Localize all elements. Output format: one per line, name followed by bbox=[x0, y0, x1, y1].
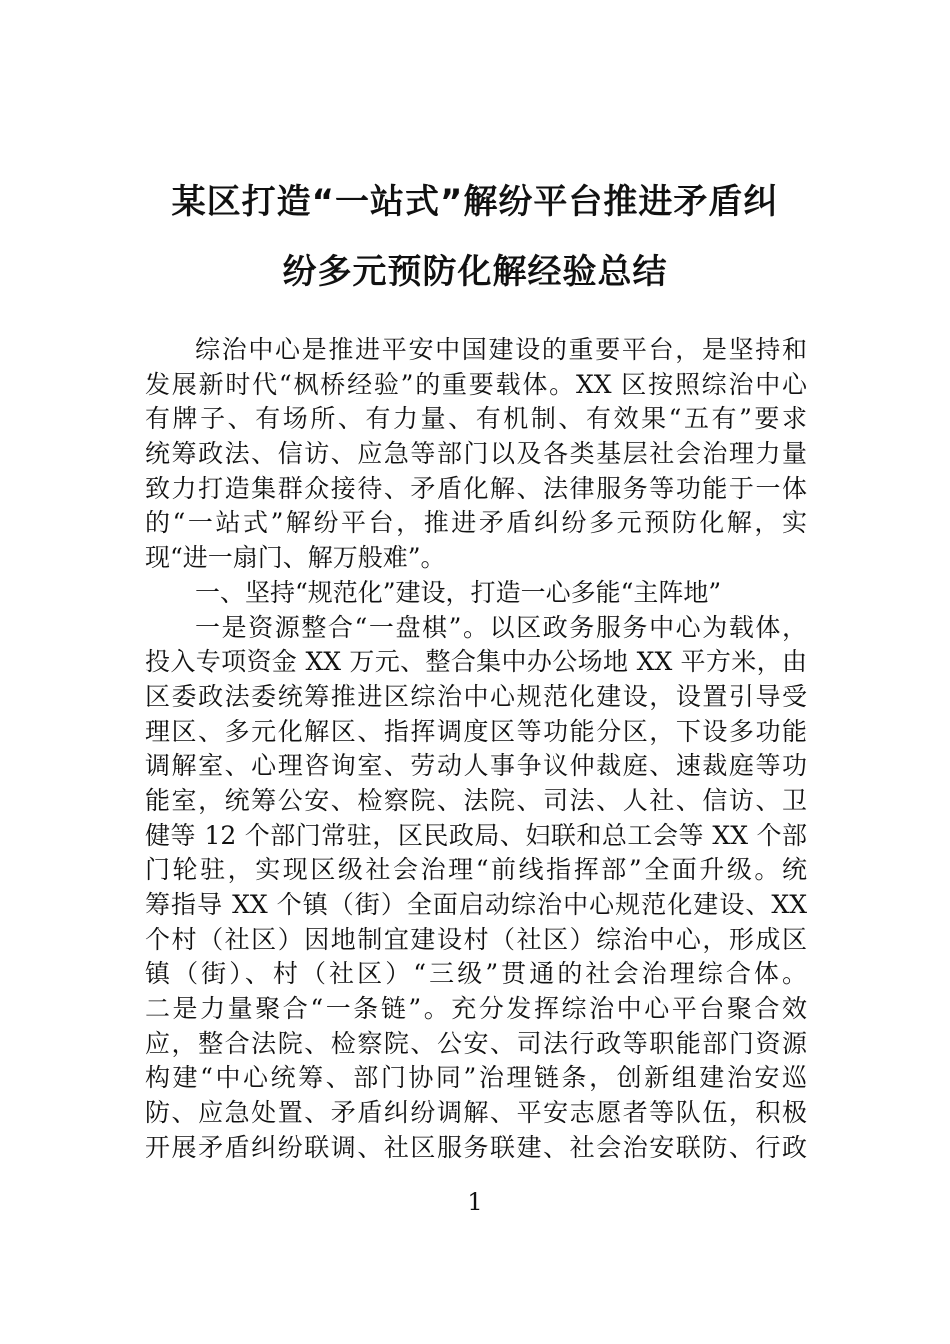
paragraph-line: 开展矛盾纠纷联调、社区服务联建、社会治安联防、行政 bbox=[145, 1132, 807, 1162]
paragraph-line: 区委政法委统筹推进区综治中心规范化建设，设置引导受 bbox=[145, 681, 807, 711]
paragraph-line: 门轮驻，实现区级社会治理“前线指挥部”全面升级。统 bbox=[145, 855, 807, 885]
paragraph-line: 综治中心是推进平安中国建设的重要平台，是坚持和 bbox=[195, 335, 807, 364]
paragraph-line: 调解室、心理咨询室、劳动人事争议仲裁庭、速裁庭等功 bbox=[145, 751, 807, 781]
paragraph-line: 筹指导 XX 个镇（街）全面启动综治中心规范化建设、XX bbox=[145, 890, 807, 919]
paragraph-line: 应，整合法院、检察院、公安、司法行政等职能部门资源 bbox=[145, 1028, 807, 1058]
paragraph-line: 一是资源整合“一盘棋”。以区政务服务中心为载体， bbox=[195, 612, 807, 642]
paragraph-line: 致力打造集群众接待、矛盾化解、法律服务等功能于一体 bbox=[145, 473, 807, 503]
paragraph-line: 统筹政法、信访、应急等部门以及各类基层社会治理力量 bbox=[145, 439, 807, 469]
paragraph-line: 健等 12 个部门常驻，区民政局、妇联和总工会等 XX 个部 bbox=[145, 820, 807, 850]
document-title-line-2: 纷多元预防化解经验总结 bbox=[282, 252, 668, 292]
paragraph-line: 二是力量聚合“一条链”。充分发挥综治中心平台聚合效 bbox=[145, 994, 807, 1024]
paragraph-line: 能室，统筹公安、检察院、法院、司法、人社、信访、卫 bbox=[145, 785, 807, 815]
section-heading: 一、坚持“规范化”建设，打造一心多能“主阵地” bbox=[195, 577, 722, 607]
document-title-line-1: 某区打造“一站式”解纷平台推进矛盾纠 bbox=[171, 182, 779, 222]
paragraph-line: 构建“中心统筹、部门协同”治理链条，创新组建治安巡 bbox=[145, 1063, 807, 1093]
paragraph-line: 有牌子、有场所、有力量、有机制、有效果“五有”要求 bbox=[145, 404, 807, 434]
paragraph-line: 镇（街）、村（社区）“三级”贯通的社会治理综合体。 bbox=[145, 959, 807, 989]
paragraph-line: 个村（社区）因地制宜建设村（社区）综治中心，形成区 bbox=[145, 924, 807, 954]
paragraph-line: 防、应急处置、矛盾纠纷调解、平安志愿者等队伍，积极 bbox=[145, 1098, 807, 1128]
page-number: 1 bbox=[467, 1188, 483, 1216]
paragraph-line: 的“一站式”解纷平台，推进矛盾纠纷多元预防化解，实 bbox=[145, 508, 807, 538]
paragraph-line: 理区、多元化解区、指挥调度区等功能分区，下设多功能 bbox=[145, 716, 807, 746]
paragraph-line: 现“进一扇门、解万般难”。 bbox=[145, 543, 446, 573]
document-body bbox=[145, 333, 807, 1166]
paragraph-line: 发展新时代“枫桥经验”的重要载体。XX 区按照综治中心 bbox=[145, 369, 807, 399]
paragraph-line: 投入专项资金 XX 万元、整合集中办公场地 XX 平方米，由 bbox=[145, 647, 807, 677]
